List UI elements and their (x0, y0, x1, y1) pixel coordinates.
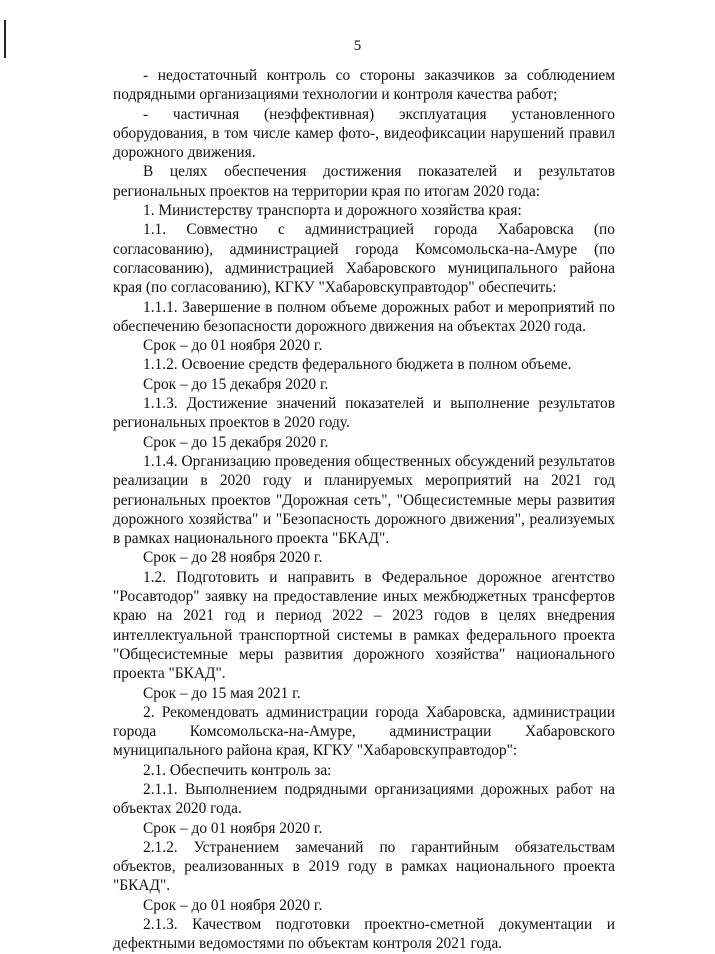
deadline: Срок – до 15 мая 2021 г. (143, 684, 301, 702)
paragraph: 1.1.2. Освоение средств федерального бюджета в полном объеме. (143, 356, 572, 374)
deadline: Срок – до 15 декабря 2020 г. (143, 375, 329, 393)
deadline: Срок – до 01 ноября 2020 г. (143, 819, 323, 837)
paragraph: 1. Министерству транспорта и дорожного хозяйства края: (143, 202, 522, 220)
paragraph: 2.1.3. Качеством подготовки проектно-сметной документации и дефектными ведомостями по объектам контроля 2021 года. (113, 916, 615, 953)
paragraph: 2.1.1. Выполнением подрядными организациями дорожных работ на объектах 2020 года. (113, 780, 615, 818)
paragraph: - недостаточный контроль со стороны заказчиков за соблюдением подрядными организациями технологии и контроля качества работ; (113, 67, 615, 104)
page-number: 5 (353, 38, 362, 54)
paragraph: 2. Рекомендовать администрации города Хабаровска, администрации города Комсомольска-на-Амуре, администрации Хабаровского муниципального района края, КГКУ "Хабаровскуправтодор": (113, 703, 615, 760)
paragraph: 2.1.2. Устранением замечаний по гарантийным обязательствам объектов, реализованных в 2019 году в рамках национального проекта "БКАД". (113, 838, 615, 895)
paragraph: 1.2. Подготовить и направить в Федеральное дорожное агентство "Росавтодор" заявку на предоставление иных межбюджетных трансфертов краю на 2021 год и период 2022 – 2023 годов в целях внедрения интеллектуальной транспортной системы в рамках федерального проекта "Общесистемные меры развития дорожного хозяйства" национального проекта "БКАД". (113, 568, 615, 683)
deadline: Срок – до 28 ноября 2020 г. (143, 549, 323, 567)
paragraph: - частичная (неэффективная) эксплуатация установленного оборудования, в том числе камер фото-, видеофиксации нарушений правил дорожного движения. (113, 105, 615, 162)
deadline: Срок – до 01 ноября 2020 г. (143, 896, 323, 914)
paragraph: 2.1. Обеспечить контроль за: (143, 761, 332, 779)
paragraph: 1.1.3. Достижение значений показателей и выполнение результатов региональных проектов в 2020 году. (113, 395, 615, 432)
document-body (113, 66, 615, 954)
paragraph: В целях обеспечения достижения показателей и результатов региональных проектов на территории края по итогам 2020 года: (113, 163, 615, 200)
deadline: Срок – до 01 ноября 2020 г. (143, 337, 323, 355)
paragraph: 1.1.1. Завершение в полном объеме дорожных работ и мероприятий по обеспечению безопасности дорожного движения на объектах 2020 года. (113, 298, 615, 335)
paragraph: 1.1.4. Организацию проведения общественных обсуждений результатов реализации в 2020 году и планируемых мероприятий на 2021 год региональных проектов "Дорожная сеть", "Общесистемные меры развития дорожного хозяйства" и "Безопасность дорожного движения", реализуемых в рамках национального проекта "БКАД". (113, 452, 615, 548)
paragraph: 1.1. Совместно с администрацией города Хабаровска (по согласованию), администрацией города Комсомольска-на-Амуре (по согласованию), администрацией Хабаровского муниципального района края (по согласованию), КГКУ "Хабаровскуправтодор" обеспечить: (113, 221, 615, 297)
deadline: Срок – до 15 декабря 2020 г. (143, 433, 329, 451)
